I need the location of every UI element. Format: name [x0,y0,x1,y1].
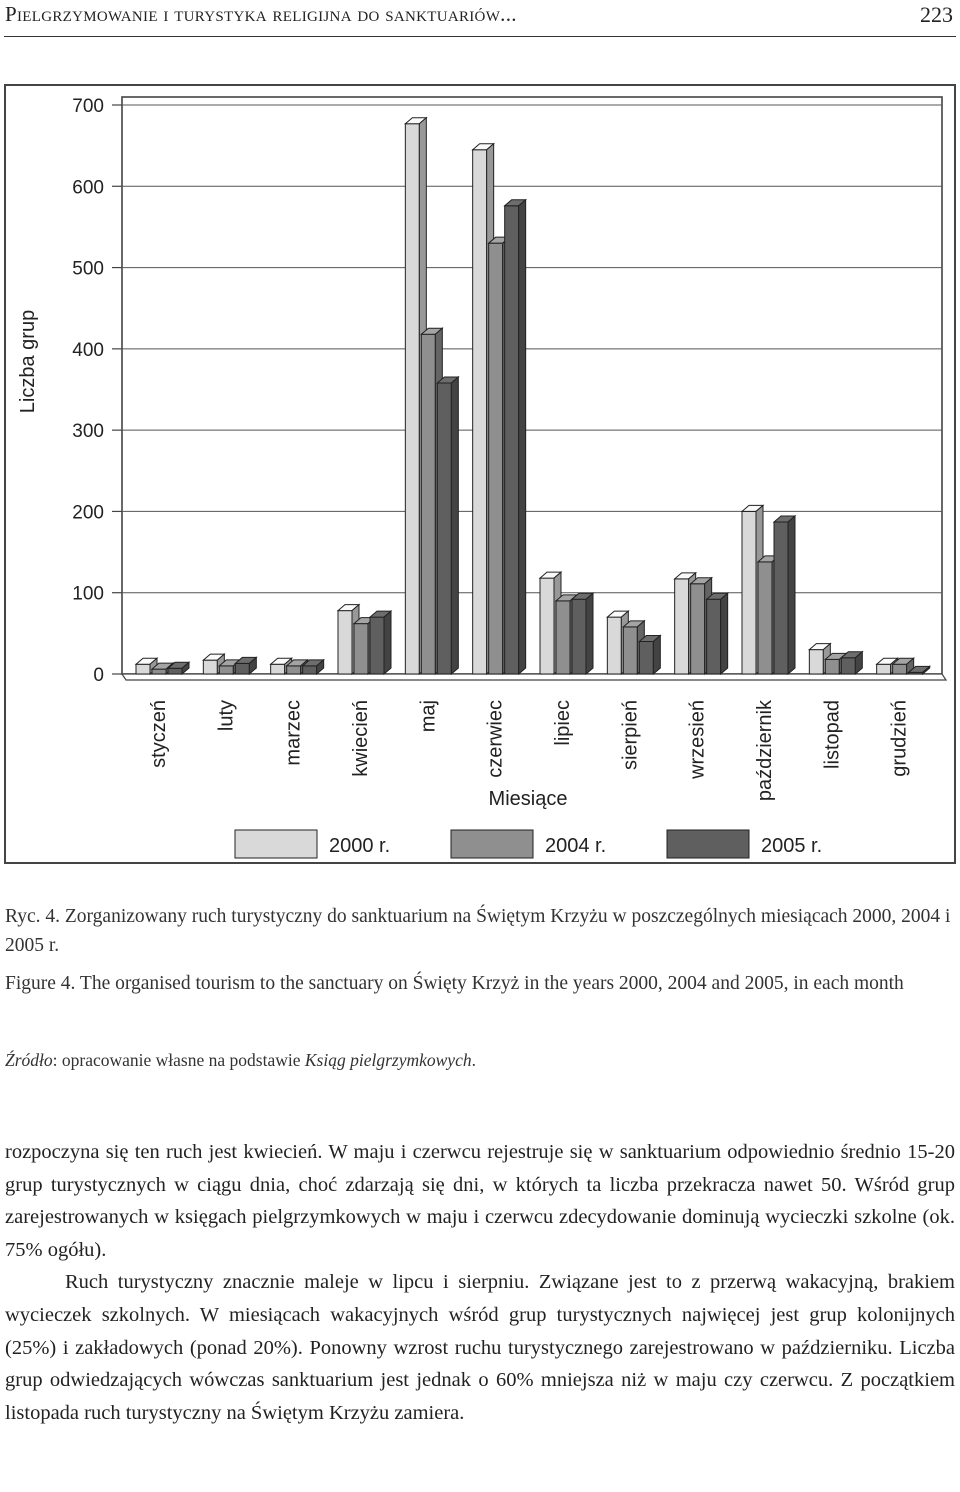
chart-frame [4,84,956,864]
x-tick-label: czerwiec [484,700,507,778]
bar [572,599,586,674]
bar [354,624,368,674]
bar [675,579,689,674]
bar [338,611,352,674]
running-title: Pielgrzymowanie i turystyka religijna do sanktuariów... [5,2,517,26]
plot-floor [122,674,946,680]
bar [437,383,451,674]
bar-side [788,516,795,674]
paragraph-1: rozpoczyna się ten ruch jest kwiecień. W maju i czerwcu rejestruje się w sanktuarium odpowiednio średnio 15-20 grup turystycznych w ciągu dnia, choć zdarzają się dni, w których ta liczba przekracza nawet 50. Wśród grup zarejestrowanych w księgach pielgrzymkowych w maju i czerwcu zdecydowanie dominują wycieczki szkolne (ok. 75% ogółu). [5,1141,955,1261]
x-tick-label: wrzesień [686,700,709,779]
bar [893,664,907,674]
bar [505,206,519,674]
bar-side [721,593,728,674]
legend-swatch [451,830,533,858]
x-tick-label: grudzień [888,700,911,777]
bar-chart [6,86,954,862]
bar [152,669,166,674]
x-tick-label: lipiec [552,700,574,746]
figure-caption-en: Figure 4. The organised tourism to the sanctuary on Święty Krzyż in the years 2000, 2004 and 2005, in each month [5,973,904,994]
bar [877,664,891,674]
x-tick-label: październik [754,700,776,802]
bar [489,243,503,674]
legend-label: 2004 r. [545,835,607,857]
legend-swatch [667,830,749,858]
x-tick-label: listopad [821,700,844,769]
body-text [5,1136,955,1429]
page-number: 223 [920,2,953,27]
bar [825,659,839,674]
figure-caption-pl: Ryc. 4. Zorganizowany ruch turystyczny do sanktuarium na Świętym Krzyżu w poszczególnych miesiącach 2000, 2004 i 2005 r. [5,906,951,956]
bar [607,617,621,674]
bar [841,658,855,674]
bar [774,522,788,674]
source-title: Ksiąg pielgrzymkowych [304,1050,472,1070]
legend-swatch [235,830,317,858]
source-note [5,1046,955,1075]
y-tick-label: 300 [72,421,104,443]
bar-side [384,611,391,674]
bar [303,666,317,674]
bar [271,664,285,674]
bar [758,562,772,674]
y-tick-label: 600 [72,177,104,199]
axes [112,105,122,674]
bar [707,599,721,674]
bar [203,660,217,674]
bar [219,666,233,674]
y-tick-label: 500 [72,258,104,280]
x-axis-title: Miesiące [488,788,568,810]
bar-side [451,377,458,674]
x-tick-label: styczeń [148,700,170,768]
paragraph-2: Ruch turystyczny znacznie maleje w lipcu i sierpniu. Związane jest to z przerwą wakacyjną, brakiem wycieczek szkolnych. W miesiącach wakacyjnych wśród grup turystycznych najwięcej jest grup kolonijnych (25%) i zakładowych (ponad 20%). Ponowny wzrost ruchu turystycznego zarejestrowano w październiku. Liczba grup odwiedzających wówczas sanktuarium jest jednak o 60% mniejsza niż w maju czy czerwcu. Z początkiem listopada ruch turystyczny na Świętym Krzyżu zamiera. [5,1271,955,1424]
x-tick-label: maj [417,700,440,733]
legend-label: 2005 r. [761,835,823,857]
bar [405,124,419,674]
plot-area [122,97,942,674]
y-tick-label: 100 [72,583,104,605]
bar-side [586,593,593,674]
x-tick-label: marzec [282,700,305,766]
bar [235,663,249,674]
legend-label: 2000 r. [329,835,391,857]
bar [623,627,637,674]
y-tick-label: 200 [72,502,104,524]
bar [639,641,653,674]
x-tick-label: luty [215,700,238,732]
bar [421,334,435,674]
y-axis-title: Liczba grup [17,309,39,414]
gridlines [122,97,946,680]
y-tick-label: 0 [93,665,104,686]
source-end: . [471,1050,476,1070]
x-tick-label: kwiecień [350,700,372,777]
bar [742,511,756,674]
bar-side [519,200,526,674]
source-text: : opracowanie własne na podstawie [52,1050,305,1070]
source-label: Źródło [5,1050,53,1070]
bar [809,650,823,674]
y-tick-label: 400 [72,339,104,361]
legend [235,830,822,858]
x-tick-label: sierpień [619,700,642,771]
header-rule [4,36,956,37]
bar [168,668,182,674]
bar [556,601,570,674]
bar [691,584,705,674]
bar [540,578,554,674]
bar [136,664,150,674]
bar [287,666,301,674]
bar [370,617,384,674]
bar-side [653,635,660,674]
y-tick-label: 700 [72,96,104,117]
running-head [5,2,955,32]
bar [473,150,487,674]
